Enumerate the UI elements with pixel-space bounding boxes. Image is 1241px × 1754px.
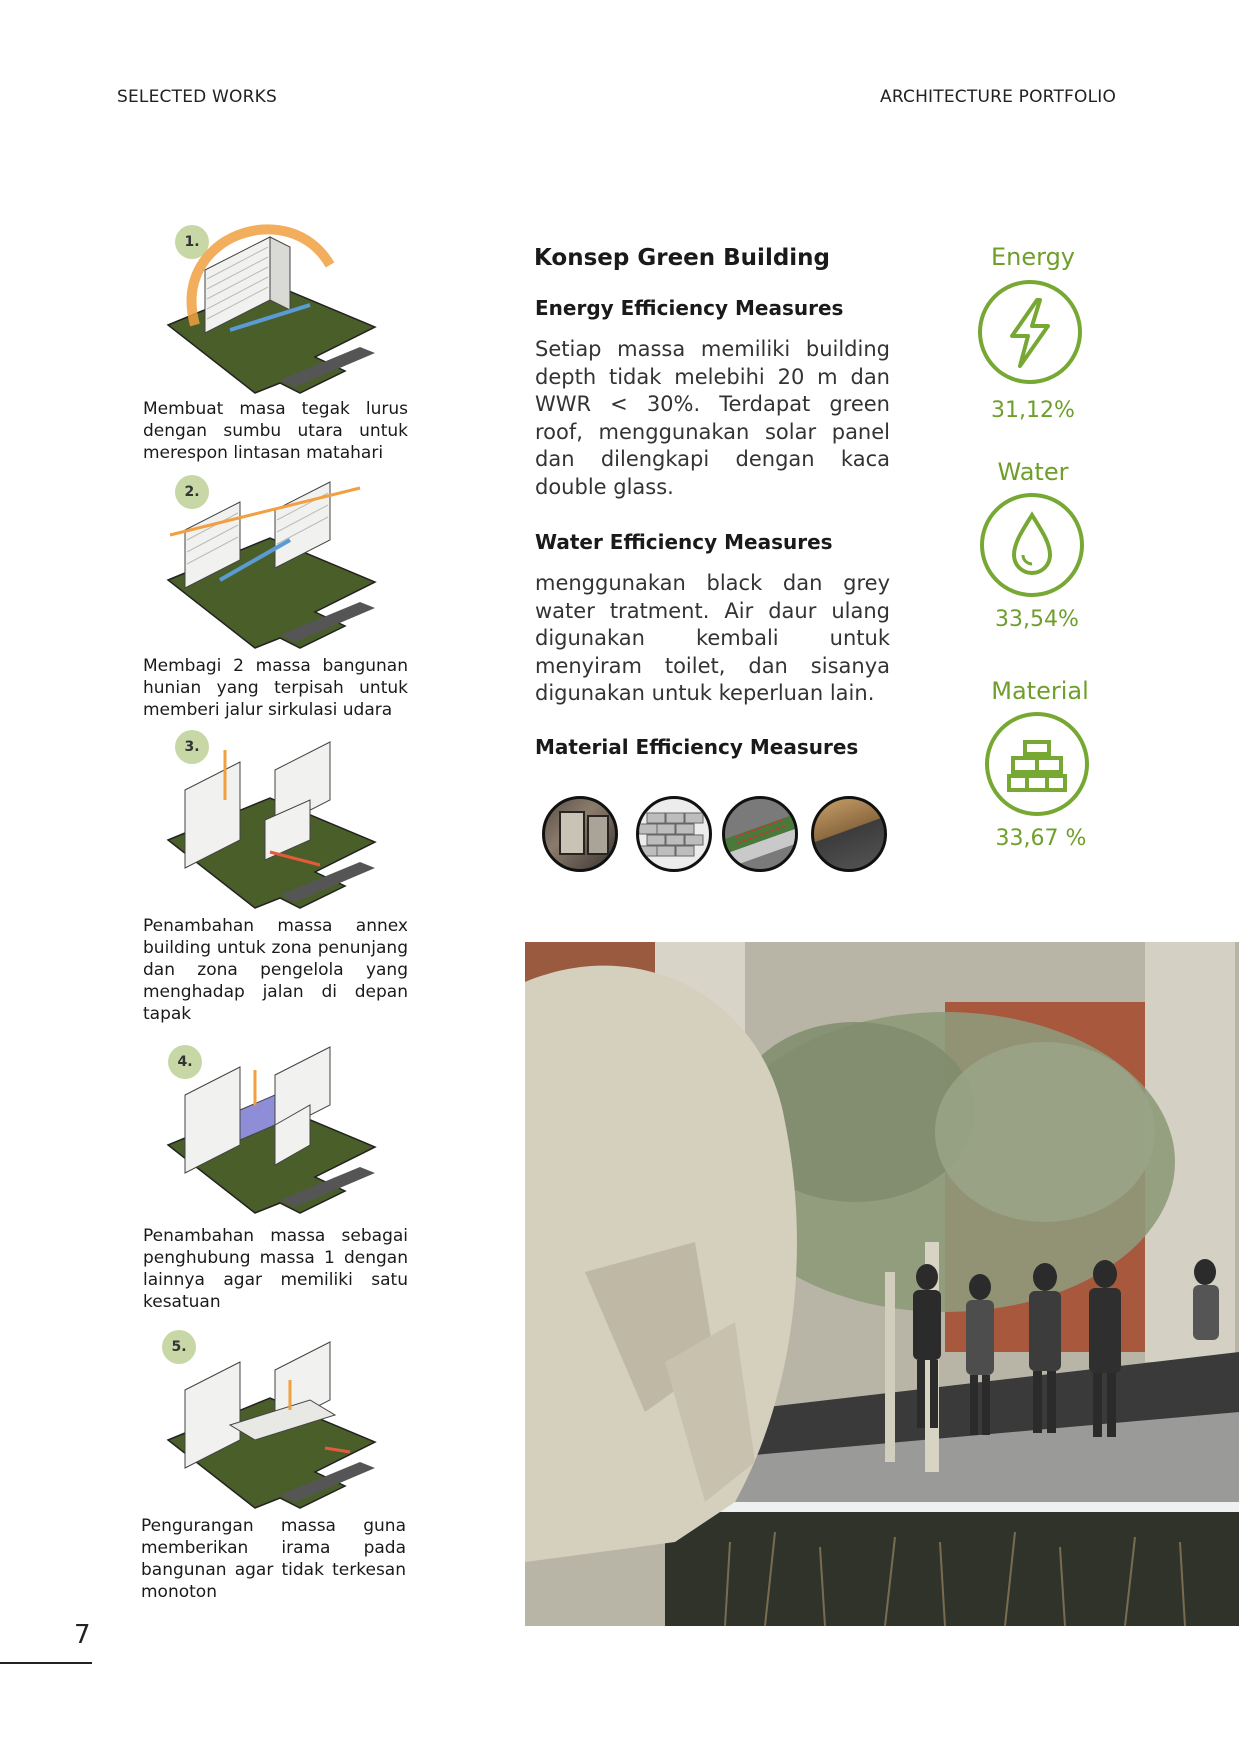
step-1-diagram [160,215,385,400]
water-heading: Water Efficiency Measures [535,530,833,554]
water-text: menggunakan black dan grey water tratment. Air daur ulang digunakan kembali untuk menyiram toilet, dan sisanya digunakan untuk keperluan lain. [535,571,890,705]
step-2-diagram [160,480,385,650]
header-left: SELECTED WORKS [117,87,277,107]
step-5-badge: 5. [162,1330,196,1364]
step-3-diagram [160,740,385,910]
page-number-rule [0,1662,92,1664]
water-value: 33,54% [995,607,1079,632]
material-thumb-wood [811,796,887,872]
step-3-caption: Penambahan massa annex building untuk zona penunjang dan zona pengelola yang menghadap jalan di depan tapak [143,916,408,1024]
energy-value: 31,12% [991,398,1075,423]
page-number: 7 [74,1620,91,1650]
step-2-badge: 2. [175,475,209,509]
material-thumb-roof-section [722,796,798,872]
material-value: 33,67 % [995,826,1087,851]
concept-title: Konsep Green Building [534,245,831,271]
water-ring [980,493,1084,597]
step-2-caption: Membagi 2 massa bangunan hunian yang terpisah untuk memberi jalur sirkulasi udara [143,656,408,720]
step-5-caption: Pengurangan massa guna memberikan irama pada bangunan agar tidak terkesan monoton [141,1516,406,1602]
header-right: ARCHITECTURE PORTFOLIO [880,87,1117,107]
material-thumb-brick-wall [636,796,712,872]
step-3-badge: 3. [175,730,209,764]
water-label: Water [997,458,1069,486]
step-4-caption: Penambahan massa sebagai penghubung massa 1 dengan lainnya agar memiliki satu kesatuan [143,1226,408,1312]
material-heading: Material Efficiency Measures [535,735,859,759]
bricks-icon [989,716,1085,812]
step-1-caption: Membuat masa tegak lurus dengan sumbu utara untuk merespon lintasan matahari [143,399,408,463]
step-4-diagram [160,1045,385,1215]
energy-text: Setiap massa memiliki building depth tidak melebihi 20 m dan WWR < 30%. Terdapat green roof, menggunakan solar panel dan dilengkapi dengan kaca double glass. [535,337,890,499]
lightning-icon [982,284,1078,380]
energy-label: Energy [990,243,1076,271]
energy-heading: Energy Efficiency Measures [535,296,844,320]
step-5-diagram [160,1340,385,1510]
water-drop-icon [984,497,1080,593]
material-ring [985,712,1089,816]
step-1-badge: 1. [175,225,209,259]
material-label: Material [991,677,1089,705]
energy-ring [978,280,1082,384]
landscape-render [525,942,1239,1626]
step-4-badge: 4. [168,1045,202,1079]
material-thumb-interior [542,796,618,872]
